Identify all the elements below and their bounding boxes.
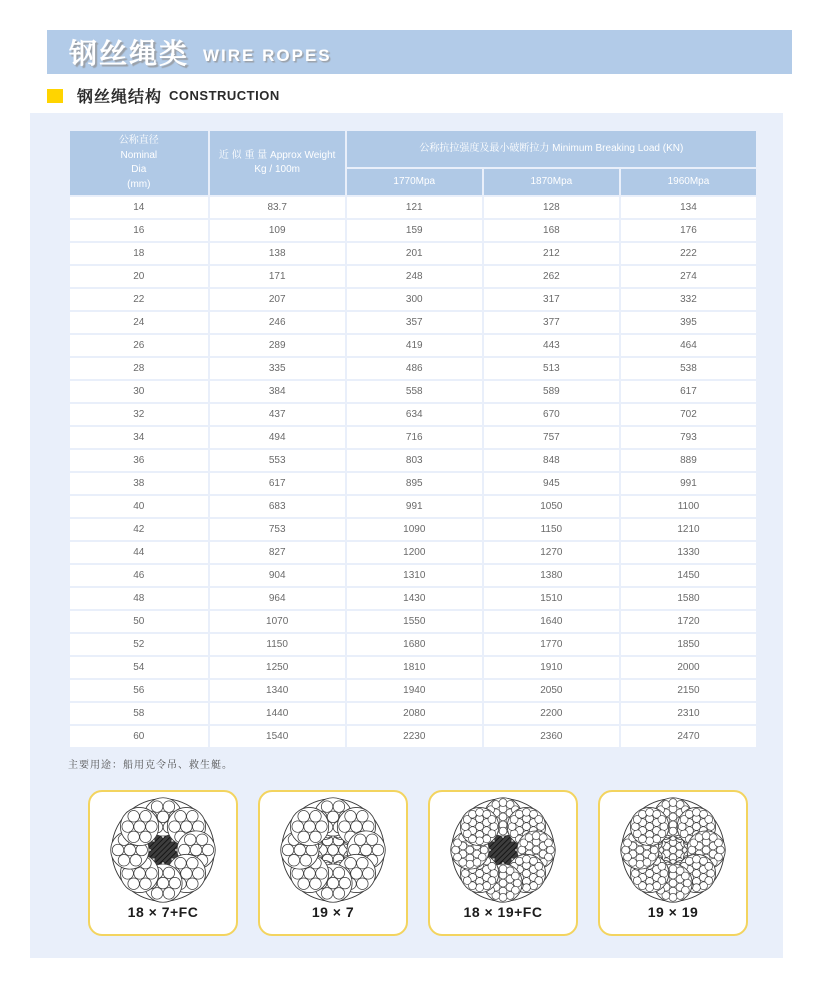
table-cell: 1810 <box>347 657 482 678</box>
table-row <box>70 266 756 287</box>
table-cell: 991 <box>621 473 756 494</box>
table-cell: 895 <box>347 473 482 494</box>
rope-cross-section-19x7-icon <box>267 794 399 906</box>
table-cell: 335 <box>210 358 345 379</box>
table-cell: 300 <box>347 289 482 310</box>
table-cell: 201 <box>347 243 482 264</box>
table-cell: 1440 <box>210 703 345 724</box>
table-cell: 1270 <box>484 542 619 563</box>
col-header-1770mpa: 1770Mpa <box>347 169 482 195</box>
table-cell: 1680 <box>347 634 482 655</box>
table-row <box>70 726 756 747</box>
col-header-approx-weight: 近 似 重 量 Approx Weight Kg / 100m <box>210 131 345 195</box>
table-cell: 207 <box>210 289 345 310</box>
table-cell: 1310 <box>347 565 482 586</box>
table-cell: 538 <box>621 358 756 379</box>
table-cell: 848 <box>484 450 619 471</box>
table-cell: 553 <box>210 450 345 471</box>
table-cell: 134 <box>621 197 756 218</box>
table-cell: 42 <box>70 519 208 540</box>
table-cell: 1910 <box>484 657 619 678</box>
rope-card <box>258 790 408 936</box>
table-cell: 513 <box>484 358 619 379</box>
table-row <box>70 427 756 448</box>
page-title-chinese: 钢丝绳类 <box>69 38 190 69</box>
page-header-bar <box>47 30 792 74</box>
table-cell: 2360 <box>484 726 619 747</box>
table-cell: 40 <box>70 496 208 517</box>
table-cell: 753 <box>210 519 345 540</box>
table-row <box>70 404 756 425</box>
table-cell: 384 <box>210 381 345 402</box>
table-row <box>70 565 756 586</box>
table-row <box>70 680 756 701</box>
table-cell: 1150 <box>210 634 345 655</box>
table-cell: 1250 <box>210 657 345 678</box>
table-cell: 1770 <box>484 634 619 655</box>
col-header-1960mpa: 1960Mpa <box>621 169 756 195</box>
table-cell: 171 <box>210 266 345 287</box>
rope-card <box>428 790 578 936</box>
table-row <box>70 450 756 471</box>
table-cell: 128 <box>484 197 619 218</box>
table-cell: 2050 <box>484 680 619 701</box>
table-cell: 248 <box>347 266 482 287</box>
table-cell: 317 <box>484 289 619 310</box>
table-cell: 1430 <box>347 588 482 609</box>
rope-card-label: 19 × 7 <box>311 904 355 920</box>
table-cell: 419 <box>347 335 482 356</box>
table-cell: 18 <box>70 243 208 264</box>
table-cell: 56 <box>70 680 208 701</box>
table-cell: 1050 <box>484 496 619 517</box>
rope-cross-section-18x19-fc-icon <box>437 794 569 906</box>
table-cell: 1850 <box>621 634 756 655</box>
table-cell: 377 <box>484 312 619 333</box>
table-cell: 14 <box>70 197 208 218</box>
table-cell: 634 <box>347 404 482 425</box>
table-cell: 2200 <box>484 703 619 724</box>
table-cell: 1940 <box>347 680 482 701</box>
table-cell: 44 <box>70 542 208 563</box>
table-cell: 494 <box>210 427 345 448</box>
table-cell: 20 <box>70 266 208 287</box>
table-cell: 159 <box>347 220 482 241</box>
table-row <box>70 358 756 379</box>
table-cell: 904 <box>210 565 345 586</box>
cards-row <box>88 790 748 936</box>
section-title-english: CONSTRUCTION <box>169 88 280 103</box>
table-cell: 26 <box>70 335 208 356</box>
table-cell: 46 <box>70 565 208 586</box>
table-cell: 138 <box>210 243 345 264</box>
table-cell: 246 <box>210 312 345 333</box>
table-cell: 443 <box>484 335 619 356</box>
table-cell: 1450 <box>621 565 756 586</box>
table-cell: 24 <box>70 312 208 333</box>
table-cell: 168 <box>484 220 619 241</box>
rope-card <box>598 790 748 936</box>
page-title-english: WIRE ROPES <box>203 46 332 65</box>
table-cell: 827 <box>210 542 345 563</box>
table-row <box>70 634 756 655</box>
table-cell: 793 <box>621 427 756 448</box>
table-row <box>70 335 756 356</box>
table-cell: 2310 <box>621 703 756 724</box>
table-cell: 683 <box>210 496 345 517</box>
table-row <box>70 197 756 218</box>
table-cell: 1720 <box>621 611 756 632</box>
yellow-bullet-icon <box>47 89 63 103</box>
table-cell: 945 <box>484 473 619 494</box>
table-cell: 1090 <box>347 519 482 540</box>
table-cell: 486 <box>347 358 482 379</box>
table-row <box>70 611 756 632</box>
table-cell: 617 <box>621 381 756 402</box>
table-cell: 1070 <box>210 611 345 632</box>
table-cell: 1540 <box>210 726 345 747</box>
table-row <box>70 473 756 494</box>
table-cell: 52 <box>70 634 208 655</box>
table-cell: 589 <box>484 381 619 402</box>
table-cell: 262 <box>484 266 619 287</box>
table-body <box>70 197 756 747</box>
table-cell: 54 <box>70 657 208 678</box>
table-cell: 121 <box>347 197 482 218</box>
table-cell: 332 <box>621 289 756 310</box>
table-cell: 22 <box>70 289 208 310</box>
table-cell: 60 <box>70 726 208 747</box>
table-cell: 889 <box>621 450 756 471</box>
usage-note: 主要用途：船用克令吊、救生艇。 <box>68 760 233 771</box>
section-heading <box>47 84 280 107</box>
table-cell: 803 <box>347 450 482 471</box>
table-cell: 109 <box>210 220 345 241</box>
table-cell: 1550 <box>347 611 482 632</box>
table-row <box>70 289 756 310</box>
table-cell: 757 <box>484 427 619 448</box>
table-cell: 16 <box>70 220 208 241</box>
table-cell: 464 <box>621 335 756 356</box>
table-cell: 1100 <box>621 496 756 517</box>
table-cell: 1340 <box>210 680 345 701</box>
table-cell: 38 <box>70 473 208 494</box>
rope-card <box>88 790 238 936</box>
table-row <box>70 381 756 402</box>
rope-card-label: 18 × 7+FC <box>127 904 199 920</box>
table-cell: 58 <box>70 703 208 724</box>
col-header-nominal-dia: 公称直径 Nominal Dia (mm) <box>70 131 208 195</box>
rope-card-label: 19 × 19 <box>647 904 699 920</box>
table-cell: 395 <box>621 312 756 333</box>
table-cell: 28 <box>70 358 208 379</box>
table-cell: 212 <box>484 243 619 264</box>
table-cell: 176 <box>621 220 756 241</box>
table-cell: 83.7 <box>210 197 345 218</box>
table-cell: 964 <box>210 588 345 609</box>
table-row <box>70 588 756 609</box>
rope-cross-section-19x19-icon <box>607 794 739 906</box>
table-cell: 34 <box>70 427 208 448</box>
table-row <box>70 519 756 540</box>
table-cell: 1510 <box>484 588 619 609</box>
content-panel <box>30 113 783 958</box>
spec-table-header <box>70 131 756 195</box>
table-cell: 617 <box>210 473 345 494</box>
rope-card-label: 18 × 19+FC <box>463 904 543 920</box>
table-cell: 702 <box>621 404 756 425</box>
table-row <box>70 312 756 333</box>
table-cell: 1640 <box>484 611 619 632</box>
table-cell: 36 <box>70 450 208 471</box>
table-cell: 2080 <box>347 703 482 724</box>
table-row <box>70 243 756 264</box>
table-row <box>70 496 756 517</box>
table-cell: 437 <box>210 404 345 425</box>
spec-table <box>68 129 758 749</box>
table-cell: 2000 <box>621 657 756 678</box>
table-cell: 50 <box>70 611 208 632</box>
table-cell: 1380 <box>484 565 619 586</box>
table-cell: 1580 <box>621 588 756 609</box>
table-cell: 558 <box>347 381 482 402</box>
table-cell: 1200 <box>347 542 482 563</box>
table-cell: 222 <box>621 243 756 264</box>
rope-cross-section-18x7-fc-icon <box>97 794 229 906</box>
table-cell: 670 <box>484 404 619 425</box>
table-cell: 1210 <box>621 519 756 540</box>
table-cell: 1150 <box>484 519 619 540</box>
table-cell: 357 <box>347 312 482 333</box>
table-cell: 2150 <box>621 680 756 701</box>
table-cell: 991 <box>347 496 482 517</box>
table-row <box>70 703 756 724</box>
table-cell: 48 <box>70 588 208 609</box>
table-row <box>70 542 756 563</box>
section-title-chinese: 钢丝绳结构 <box>77 89 163 106</box>
table-cell: 289 <box>210 335 345 356</box>
table-cell: 32 <box>70 404 208 425</box>
col-header-breaking-load: 公称抗拉强度及最小破断拉力 Minimum Breaking Load (KN) <box>347 131 756 167</box>
table-row <box>70 220 756 241</box>
table-cell: 30 <box>70 381 208 402</box>
table-row <box>70 657 756 678</box>
table-cell: 2230 <box>347 726 482 747</box>
col-header-1870mpa: 1870Mpa <box>484 169 619 195</box>
table-cell: 2470 <box>621 726 756 747</box>
table-cell: 716 <box>347 427 482 448</box>
table-cell: 1330 <box>621 542 756 563</box>
table-cell: 274 <box>621 266 756 287</box>
